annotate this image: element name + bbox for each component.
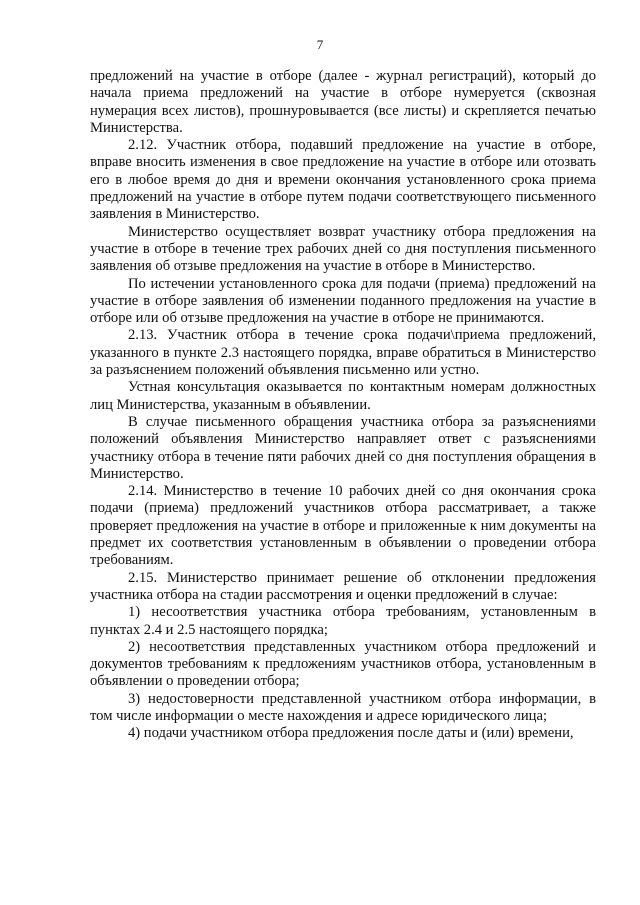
list-item-3: 3) недостоверности представленной участником отбора информации, в том числе информации о месте нахождения и адресе юридического лица; (90, 690, 596, 724)
document-body (90, 68, 596, 743)
paragraph-oral-consultation: Устная консультация оказывается по контактным номерам должностных лиц Министерства, указанным в объявлении. (90, 379, 596, 413)
paragraph-deadline-expiry: По истечении установленного срока для подачи (приема) предложений на участие в отборе заявления об изменении поданного предложения на участие в отборе или об отзыве предложения на участие в отборе не принимаются. (90, 275, 596, 327)
paragraph-2-13: 2.13. Участник отбора в течение срока подачи\приема предложений, указанного в пункте 2.3 настоящего порядка, вправе обратиться в Министерство за разъяснением положений объявления письменно или устно. (90, 327, 596, 379)
list-item-4: 4) подачи участником отбора предложения после даты и (или) времени, (128, 725, 574, 742)
paragraph-return-proposal: Министерство осуществляет возврат участнику отбора предложения на участие в отборе в течение трех рабочих дней со дня поступления письменного заявления об отзыве предложения на участие в отборе в Министерство. (90, 223, 596, 275)
paragraph-continuation: предложений на участие в отборе (далее - журнал регистраций), который до начала приема предложений на участие в отборе нумеруется (сквозная нумерация всех листов), прошнуровывается (все листы) и скрепляется печатью Министерства. (90, 68, 596, 136)
paragraph-2-12: 2.12. Участник отбора, подавший предложение на участие в отборе, вправе вносить изменения в свое предложение на участие в отборе или отозвать его в любое время до дня и времени окончания установленного срока приема предложений на участие в отборе путем подачи соответствующего письменного заявления в Министерство. (90, 137, 596, 223)
paragraph-2-14: 2.14. Министерство в течение 10 рабочих дней со дня окончания срока подачи (приема) предложений участников отбора рассматривает, а также проверяет предложения на участие в отборе и приложенные к ним документы на предмет их соответствия установленным в объявлении о проведении отбора требованиям. (90, 483, 596, 569)
page-number: 7 (316, 37, 324, 52)
paragraph-2-15: 2.15. Министерство принимает решение об отклонении предложения участника отбора на стадии рассмотрения и оценки предложений в случае: (90, 569, 596, 603)
list-item-2: 2) несоответствия представленных участником отбора предложений и документов требованиям к предложениям участников отбора, установленным в объявлении о проведении отбора; (90, 638, 596, 690)
paragraph-written-request: В случае письменного обращения участника отбора за разъяснениями положений объявления Министерство направляет ответ с разъяснениями участнику отбора в течение пяти рабочих дней со дня поступления обращения в Министерство. (90, 413, 596, 482)
list-item-1: 1) несоответствия участника отбора требованиям, установленным в пунктах 2.4 и 2.5 настоящего порядка; (90, 604, 596, 638)
